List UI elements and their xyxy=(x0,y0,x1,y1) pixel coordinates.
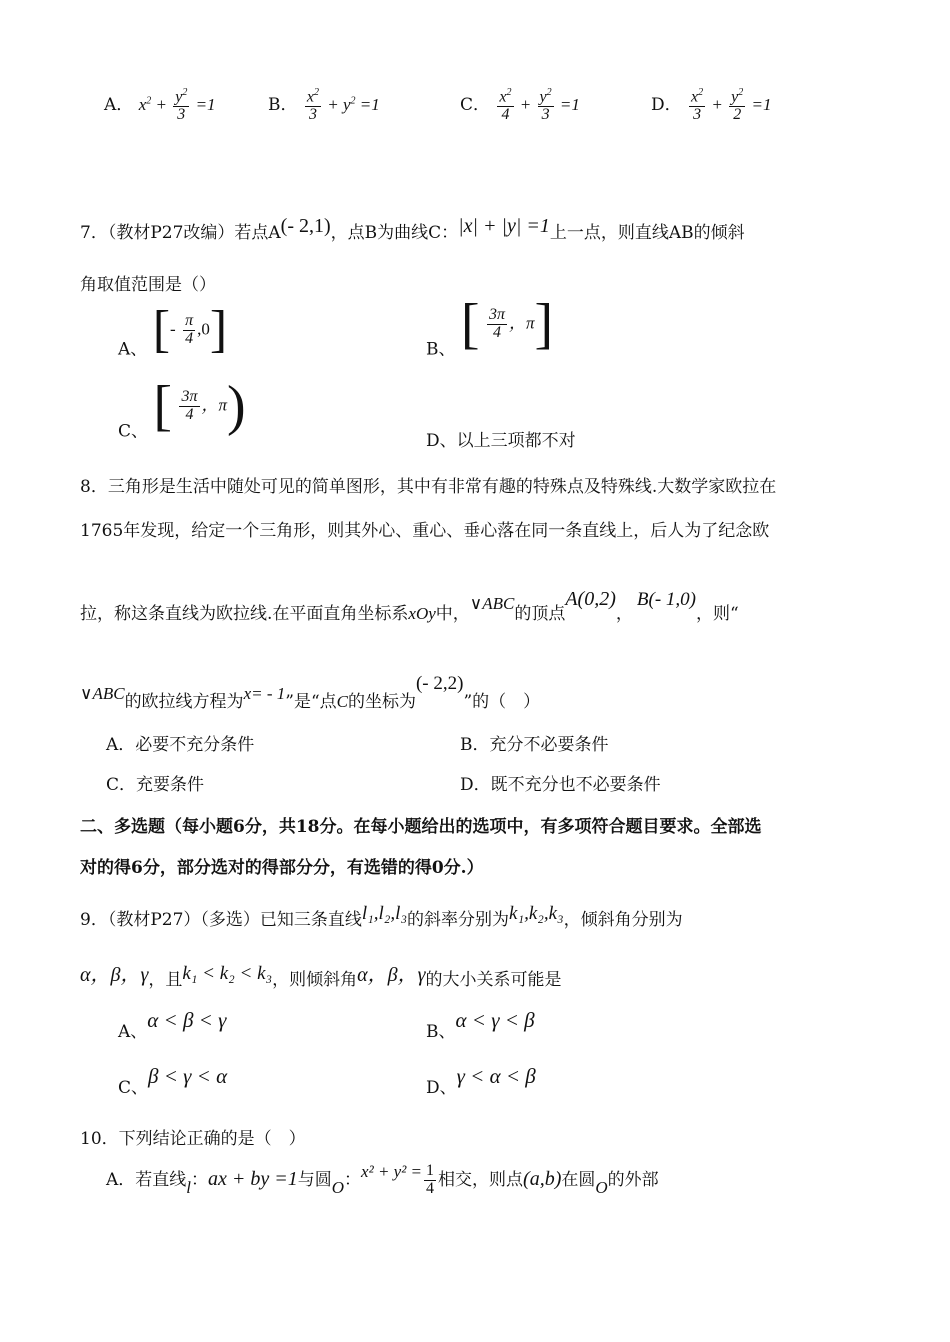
section-2-heading-line-2: 对的得6分，部分选对的得部分分，有选错的得0分.） xyxy=(80,858,484,878)
q9-line-1: 9．（教材P27）（多选）已知三条直线l₁,l₂,l₃的斜率分别为k₁,k₂,k₃，倾斜角分别为 xyxy=(80,903,683,930)
q8-line-1: 8．三角形是生活中随处可见的简单图形，其中有非常有趣的特殊点及特殊线.大数学家欧拉在 xyxy=(80,477,777,497)
q6-option-d-label: D． xyxy=(651,94,682,115)
q8-line-2: 1765年发现，给定一个三角形，则其外心、重心、垂心落在同一条直线上，后人为了纪念欧 xyxy=(80,521,770,541)
q6-option-b-formula: $\frac{x^2}{3}$ + $y^2 =1$ xyxy=(306,87,380,124)
q6-option-c-formula: $\frac{x^2}{4}$ + $\frac{y^2}{3}$ =1 xyxy=(499,87,580,124)
q7-option-d: D、以上三项都不对 xyxy=(426,431,576,451)
q6-option-a xyxy=(104,88,216,124)
q8-option-d: D．既不充分也不必要条件 xyxy=(460,775,661,795)
q7-line-1: 7．（教材P27改编）若点A(- 2,1)，点B为曲线C：|x| + |y| =1上一点，则直线AB的倾斜 xyxy=(80,215,745,243)
q8-option-c: C．充要条件 xyxy=(106,775,205,795)
q10-line-1: 10．下列结论正确的是（ ） xyxy=(80,1129,306,1149)
q7-curve: |x| + |y| =1 xyxy=(458,215,550,237)
q8-option-b: B．充分不必要条件 xyxy=(460,735,609,755)
section-2-heading-line-1: 二、多选题（每小题6分，共18分。在每小题给出的选项中，有多项符合题目要求。全部选 xyxy=(80,817,762,837)
q6-option-b-label: B． xyxy=(268,94,298,115)
q8-option-a: A．必要不充分条件 xyxy=(106,735,255,755)
q7-option-b: B、 [ $\frac{3\pi}{4}$ ，π] xyxy=(426,293,554,360)
q8-line-4: ∨ABC的欧拉线方程为x= - 1”是“点C的坐标为(- 2,2)”的（ ） xyxy=(80,673,541,712)
q6-option-b xyxy=(268,88,380,124)
q9-option-d: D、γ < α < β xyxy=(426,1064,536,1098)
q9-option-a: A、α < β < γ xyxy=(118,1008,227,1042)
q6-option-c xyxy=(460,88,580,124)
q6-option-a-formula: $x^2$ + $\frac{y^2}{3}$ =1 xyxy=(138,87,216,124)
q7-option-c: C、 [ $\frac{3\pi}{4}$ ，π) xyxy=(118,375,246,442)
q7-point-a: (- 2,1) xyxy=(280,215,331,237)
q9-option-b: B、α < γ < β xyxy=(426,1008,535,1042)
q7-line-2: 角取值范围是（） xyxy=(80,275,216,295)
q9-option-c: C、β < γ < α xyxy=(118,1064,228,1098)
q6-option-a-label: A． xyxy=(104,94,134,115)
q8-line-3: 拉，称这条直线为欧拉线.在平面直角坐标系xOy中，∨ABC的顶点A(0,2)，B(- 1,0)，则“ xyxy=(80,588,739,624)
q9-line-2: α，β，γ，且k₁ < k₂ < k₃，则倾斜角α，β，γ的大小关系可能是 xyxy=(80,963,562,990)
q6-option-d xyxy=(651,88,771,124)
q10-option-a: A．若直线l：ax + by =1与圆O：x² + y² = $\frac{1}{4}$ 相交，则点(a,b)在圆O的外部 xyxy=(106,1162,659,1197)
q6-option-d-formula: $\frac{x^2}{3}$ + $\frac{y^2}{2}$ =1 xyxy=(691,87,772,124)
q6-option-c-label: C． xyxy=(460,94,491,115)
q7-option-a: A、 [- $\frac{\pi}{4}$ ,0] xyxy=(118,301,228,360)
